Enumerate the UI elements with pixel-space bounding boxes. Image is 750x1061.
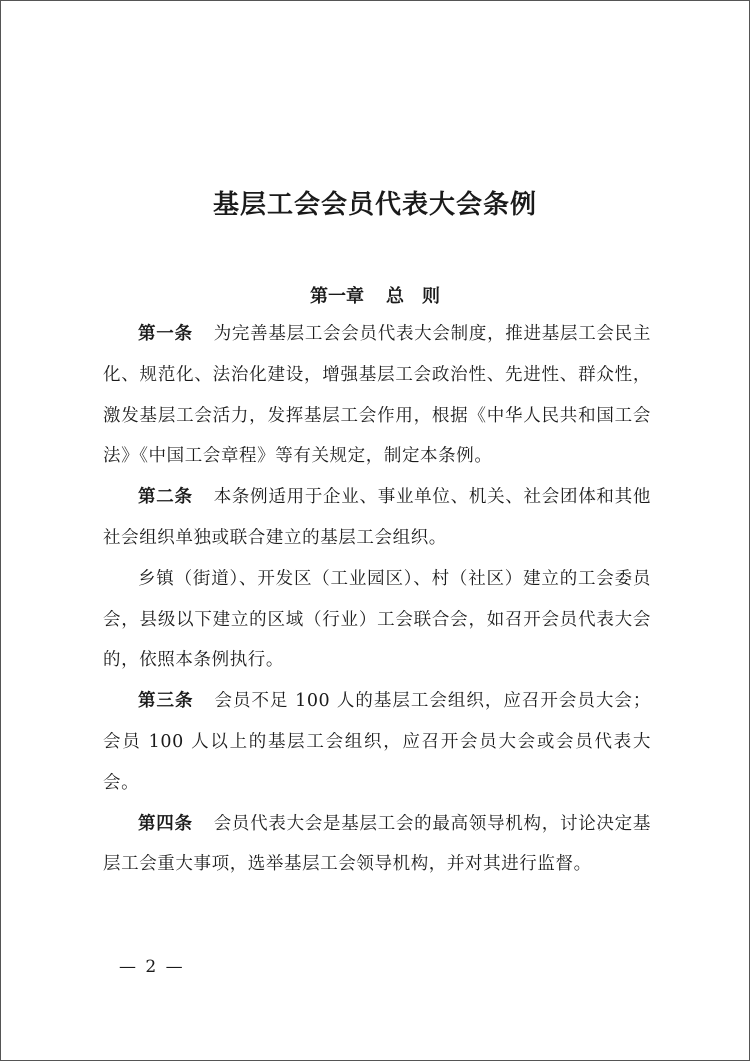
article-number: 第三条 [138, 691, 194, 712]
document-title: 基层工会会员代表大会条例 [212, 190, 537, 220]
article-text: 会员不足 100 人的基层工会组织，应召开会员大会；会员 100 人以上的基层工会组织，应召开会员大会或会员代表大会。 [103, 691, 651, 793]
chapter-number: 第一章 [310, 286, 364, 307]
chapter-heading [1, 282, 749, 308]
article-paragraph [103, 681, 651, 803]
article-paragraph [103, 477, 651, 559]
chapter-name: 总 则 [386, 286, 440, 307]
article-paragraph [103, 314, 651, 477]
article-number: 第二条 [138, 487, 193, 508]
document-body [103, 314, 651, 885]
article-paragraph [103, 804, 651, 886]
article-paragraph [103, 559, 651, 681]
article-text: 为完善基层工会会员代表大会制度，推进基层工会民主化、规范化、法治化建设，增强基层工会政治性、先进性、群众性，激发基层工会活力，发挥基层工会作用，根据《中华人民共和国工会法》《中国工会章程》等有关规定，制定本条例。 [103, 324, 651, 467]
page-number: — 2 — [119, 957, 185, 977]
article-text: 会员代表大会是基层工会的最高领导机构，讨论决定基层工会重大事项，选举基层工会领导机构，并对其进行监督。 [103, 813, 651, 875]
article-text: 乡镇（街道）、开发区（工业园区）、村（社区）建立的工会委员会，县级以下建立的区域（行业）工会联合会，如召开会员代表大会的，依照本条例执行。 [103, 568, 651, 671]
article-number: 第一条 [138, 324, 193, 344]
article-number: 第四条 [138, 813, 193, 834]
article-text: 本条例适用于企业、事业单位、机关、社会团体和其他社会组织单独或联合建立的基层工会组织。 [103, 487, 651, 548]
